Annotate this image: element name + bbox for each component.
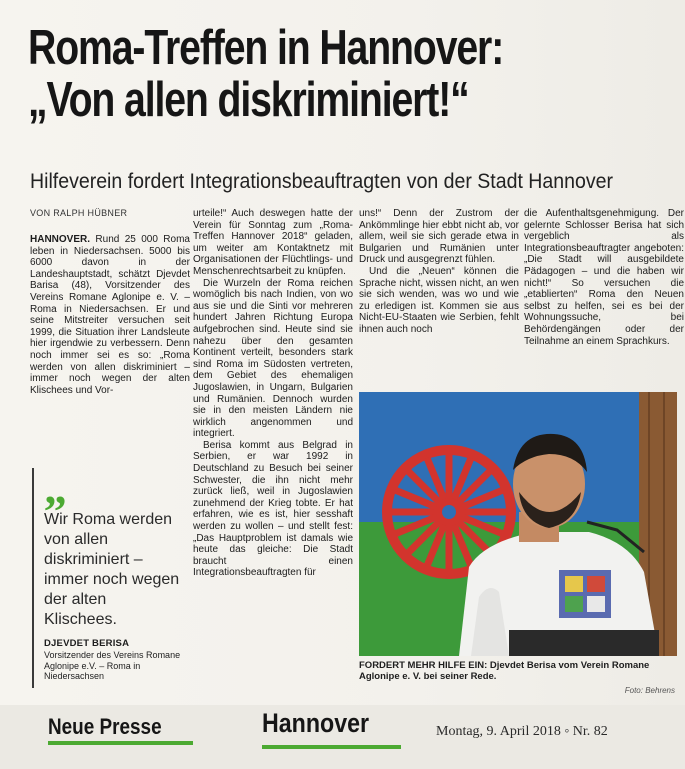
pull-quote-author: DJEVDET BERISA [44,638,130,649]
quote-mark-icon: „ [44,462,67,513]
photo-caption: FORDERT MEHR HILFE EIN: Djevdet Berisa vom Verein Romane Aglonipe e. V. bei seiner Rede. [359,660,650,682]
speaker-photo-illustration [359,392,677,656]
brand-underline [262,745,401,749]
column-2-paragraph-1: urteile!“ Auch deswegen hatte der Verein für Sonntag zum „Roma-Treffen Hannover 2018“ geladen, um weiter am Kontaktnetz mit Organisationen der Flüchtlings- und Menschenrechtsarbeit zu knüpfen. [193,208,353,277]
column-3-paragraph-1: uns!“ Denn der Zustrom der Ankömmlinge hier ebbt nicht ab, vor allem, weil sie sich gerade etwa in Bulgarien und Rumänien unter Druck und ausgegrenzt fühlen. [359,208,519,266]
article-column-1 [30,234,190,396]
pull-quote-text: Wir Roma werden von allen diskriminiert – immer noch wegen der alten Klischees. [44,511,180,628]
issue-date: Montag, 9. April 2018 ◦ Nr. 82 [436,724,608,739]
column-2-paragraph-3: Berisa kommt aus Belgrad in Serbien, er war 1992 in Deutschland zu Besuch bei seiner Schwester, die ihn nicht mehr zurück ließ, weil in Jugoslawien zunehmend der Krieg tobte. Er hat erfahren, wie es ist, hier sesshaft werden zu wollen – und stellt fest: „Das Hauptproblem ist damals wie heute das gleiche: Die Stadt braucht einen Integrationsbeauftragten für [193,439,353,579]
subheadline: Hilfeverein fordert Integrationsbeauftragten von der Stadt Hannover [30,170,613,193]
article-column-3 [359,208,519,336]
brand-hannover: Hannover [262,708,370,738]
column-4-paragraph-1: die Aufenthaltsgenehmigung. Der gelernte Schlosser Berisa hat sich vergeblich als Integrationsbeauftragter angeboten: „Die Stadt will ausgebildete Pädagogen – und die haben wir nicht!“ So versuchen die „etablierten“ Roma den Neuen selbst zu helfen, sei es bei der Wohnungssuche, bei Behördengängen oder der Teilnahme an einem Sprachkurs. [524,208,684,347]
column-2-paragraph-2: Die Wurzeln der Roma reichen womöglich bis nach Indien, von wo aus sie und die Sinti vor mehreren hundert Jahren Richtung Europa aufgebrochen sind. Heute sind sie nahezu über den gesamten Kontinent verteilt, besonders stark sind Roma im Südosten vertreten, dem Gebiet des ehemaligen Jugoslawien, in Ungarn, Bulgarien und Rumänien. Dennoch wurden sie in den meisten Ländern nie wirklich angenommen und integriert. [193,277,353,440]
headline [28,22,668,126]
article-column-2 [193,208,353,579]
column-3-paragraph-2: Und die „Neuen“ können die Sprache nicht, wissen nicht, an wen sie sich wenden, was wo und wie zu erledigen ist. Kommen sie aus Nicht-EU-Staaten wie Serbien, fehlt ihnen auch noch [359,265,519,335]
brand-underline [48,741,193,745]
headline-line-1: Roma-Treffen in Hannover: [28,21,504,75]
pull-quote [32,462,182,688]
headline-line-2: „Von allen diskriminiert!“ [28,73,469,127]
dateline-city: HANNOVER. [30,234,91,245]
article-photo [359,392,677,656]
pull-quote-author-role: Vorsitzender des Vereins Romane Aglonipe e.V. – Roma in Niedersachsen [44,650,181,681]
column-1-paragraph: Rund 25 000 Roma leben in Niedersachsen. 5000 bis 6000 davon in der Landeshauptstadt, schätzt Djevdet Barisa (48), Vorsitzender des Vereins Romane Aglonipe e. V. – Roma in Niedersachsen. Er und seine Mitstreiter versuchen seit 1999, die Situation ihrer Landsleute hier irgendwie zu verbessern. Denn noch immer sei es so: „Roma werden von allen diskriminiert – immer noch wegen der alten Klischees und Vor- [30,234,190,396]
brand-neue-presse: Neue Presse [48,714,162,739]
article-column-4 [524,208,684,347]
byline: VON RALPH HÜBNER [30,208,128,218]
photo-credit: Foto: Behrens [624,686,675,695]
